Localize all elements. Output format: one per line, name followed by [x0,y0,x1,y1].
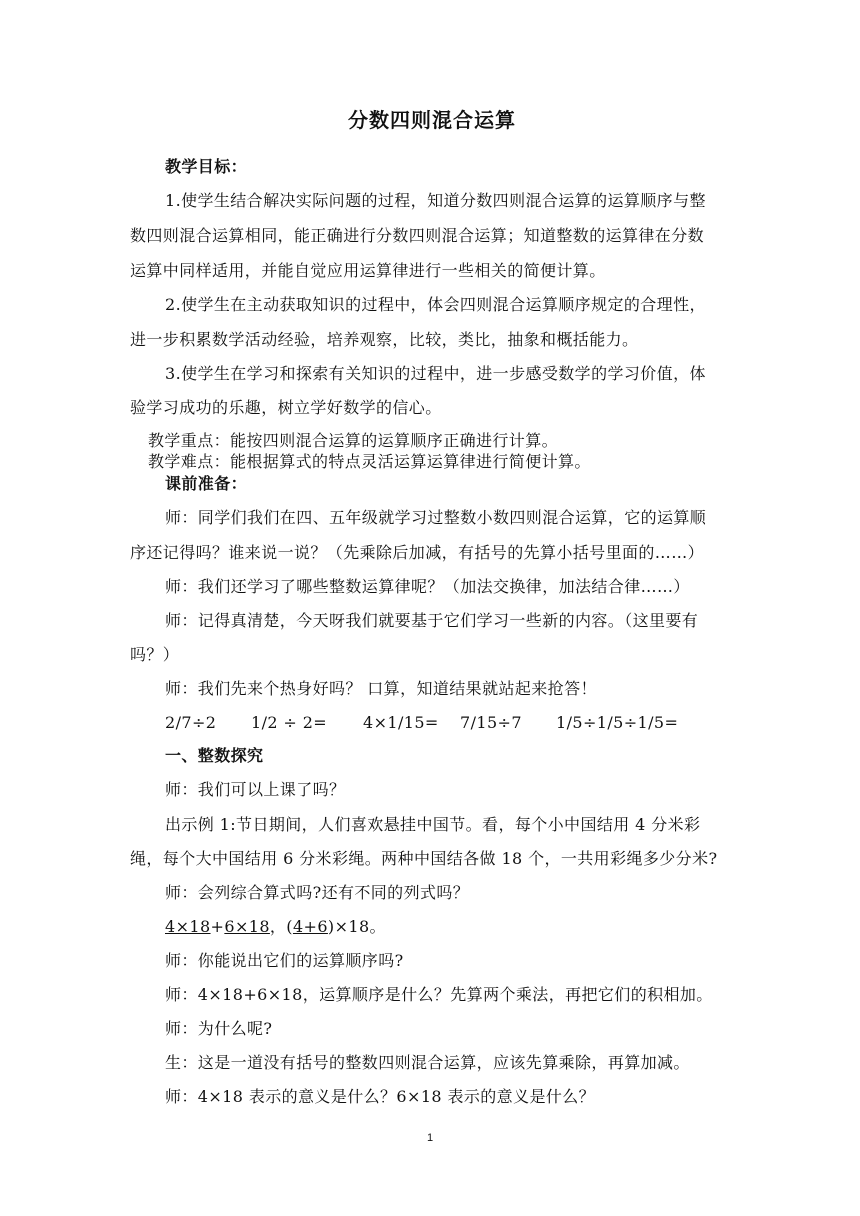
example-1-line-2: 绳，每个大中国结用 6 分米彩绳。两种中国结各做 18 个，一共用彩绳多少分米? [130,849,718,868]
prep-paragraph-4: 师：我们先来个热身好吗？ 口算，知道结果就站起来抢答！ [165,679,597,698]
difficulty: 教学难点：能根据算式的特点灵活运算运算律进行简便计算。 [148,452,591,471]
section-1-line-3: 师：会列综合算式吗?还有不同的列式吗？ [165,883,470,902]
objective-1-line-1: 1.使学生结合解决实际问题的过程，知道分数四则混合运算的运算顺序与整 [165,191,706,210]
section-1-line-6: 师：4×18+6×18，运算顺序是什么？先算两个乘法，再把它们的积相加。 [165,985,713,1004]
prep-paragraph-1-line-1: 师：同学们我们在四、五年级就学习过整数小数四则混合运算，它的运算顺 [165,508,707,527]
expression-end: )×18。 [327,917,386,936]
section-1-heading: 一、整数探究 [165,746,264,765]
objective-2-line-2: 进一步积累数学活动经验，培养观察，比较，类比，抽象和概括能力。 [130,330,639,349]
expression-plus: + [210,917,225,936]
drill-item: 1/2 ÷ 2= [251,713,328,732]
section-1-line-9: 师：4×18 表示的意义是什么？6×18 表示的意义是什么？ [165,1087,596,1106]
prep-paragraph-2: 师：我们还学习了哪些整数运算律呢？（加法交换律，加法结合律……） [165,577,690,596]
expression-a: 4×18 [165,917,211,936]
section-1-line-8: 生：这是一道没有括号的整数四则混合运算，应该先算乘除，再算加减。 [165,1053,690,1072]
prep-paragraph-1-line-2: 序还记得吗？谁来说一说？（先乘除后加减，有括号的先算小括号里面的……） [130,543,705,562]
objective-1-line-2: 数四则混合运算相同，能正确进行分数四则混合运算；知道整数的运算律在分数 [130,226,705,245]
example-1-line-1: 出示例 1:节日期间，人们喜欢悬挂中国节。看，每个小中国结用 4 分米彩 [165,815,701,834]
objective-1-line-3: 运算中同样适用，并能自觉应用运算律进行一些相关的简便计算。 [130,261,606,280]
section-1-line-1: 师：我们可以上课了吗？ [165,780,346,799]
drill-item: 7/15÷7 [460,713,522,732]
drill-item: 4×1/15= [363,713,439,732]
prep-paragraph-3-line-2: 吗？） [130,645,180,664]
objective-3-line-1: 3.使学生在学习和探索有关知识的过程中，进一步感受数学的学习价值，体 [165,364,706,383]
expression-c: 4+6 [292,917,328,936]
drill-item: 1/5÷1/5÷1/5= [556,713,679,732]
prep-paragraph-3-line-1: 师：记得真清楚，今天呀我们就要基于它们学习一些新的内容。（这里要有 [165,611,699,630]
prep-heading: 课前准备： [165,474,248,493]
expressions-line [165,917,386,937]
document-title: 分数四则混合运算 [348,108,516,132]
section-1-line-5: 师：你能说出它们的运算顺序吗? [165,951,404,970]
expression-separator: ，( [269,917,293,936]
expression-b: 6×18 [224,917,270,936]
objective-2-line-1: 2.使学生在主动获取知识的过程中，体会四则混合运算顺序规定的合理性， [165,295,706,314]
drill-item: 2/7÷2 [165,713,217,732]
key-point: 教学重点：能按四则混合运算的运算顺序正确进行计算。 [148,431,559,450]
section-1-line-7: 师：为什么呢? [165,1019,273,1038]
objectives-heading: 教学目标： [165,157,248,176]
page-number: 1 [426,1132,434,1144]
objective-3-line-2: 验学习成功的乐趣，树立学好数学的信心。 [130,398,442,417]
